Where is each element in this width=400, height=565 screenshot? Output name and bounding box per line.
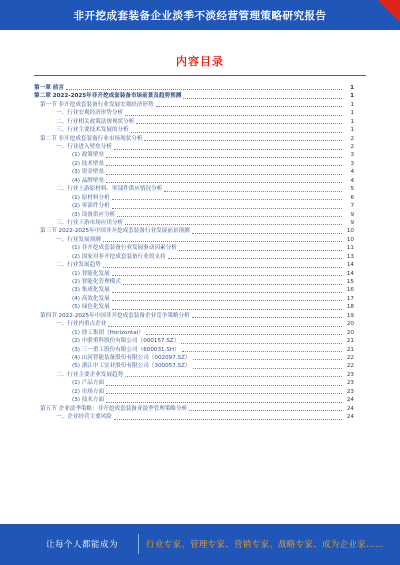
toc-entry-text: (1) 原材料分析 bbox=[72, 194, 110, 201]
toc-leader-dots bbox=[179, 250, 342, 251]
toc-leader-dots bbox=[106, 393, 342, 394]
toc-entry-text: 二、行业发展趋势 bbox=[56, 262, 101, 269]
toc-leader-dots bbox=[123, 284, 342, 285]
toc-page-number: 1 bbox=[350, 127, 354, 134]
toc-entry[interactable] bbox=[34, 270, 354, 278]
toc-leader-dots bbox=[106, 157, 342, 158]
toc-page-number: 20 bbox=[346, 329, 354, 336]
toc-entry[interactable] bbox=[34, 143, 354, 151]
toc-entry-text: (3) 设备供应分析 bbox=[72, 211, 116, 218]
toc-page-number: 7 bbox=[350, 203, 354, 210]
toc-entry[interactable] bbox=[34, 126, 354, 134]
toc-entry-text: (2) 零部件分析 bbox=[72, 203, 110, 210]
toc-entry[interactable] bbox=[34, 253, 354, 261]
toc-entry[interactable] bbox=[34, 278, 354, 286]
toc-entry[interactable] bbox=[34, 379, 354, 387]
toc-leader-dots bbox=[112, 292, 342, 293]
toc-entry-text: 第三节 2022-2025年中国非开挖成套装备行业发展前景预测 bbox=[40, 228, 190, 235]
toc-entry[interactable] bbox=[34, 329, 354, 337]
toc-leader-dots bbox=[168, 258, 342, 259]
page-header bbox=[0, 0, 400, 30]
toc-page-number: 23 bbox=[346, 380, 354, 387]
toc-entry-text: (5) 浙江中工实业股份有限公司（300057.SZ） bbox=[72, 363, 191, 370]
toc-leader-dots bbox=[106, 165, 342, 166]
toc-page-number: 13 bbox=[346, 253, 354, 260]
toc-entry[interactable] bbox=[34, 118, 354, 126]
toc-leader-dots bbox=[192, 233, 342, 234]
toc-leader-dots bbox=[103, 267, 342, 268]
toc-entry[interactable] bbox=[34, 227, 354, 235]
toc-leader-dots bbox=[136, 123, 342, 124]
toc-entry[interactable] bbox=[34, 194, 354, 202]
toc-entry[interactable] bbox=[34, 160, 354, 168]
toc-page-number: 3 bbox=[350, 160, 354, 167]
toc-page-number: 19 bbox=[346, 312, 354, 319]
toc-page-number: 18 bbox=[346, 304, 354, 311]
toc-page-number: 20 bbox=[346, 321, 354, 328]
toc-entry[interactable] bbox=[34, 354, 354, 362]
toc-entry-text: 第一节 非开挖成套装备行业发展宏观经济形势 bbox=[40, 101, 154, 108]
corner-accent bbox=[378, 0, 400, 22]
toc-leader-dots bbox=[125, 224, 342, 225]
toc-leader-dots bbox=[117, 216, 342, 217]
toc-entry-text: (3) 集成化发展 bbox=[72, 287, 110, 294]
toc-entry-text: 一、行业进入壁垒分析 bbox=[56, 144, 112, 151]
toc-page-number: 14 bbox=[346, 270, 354, 277]
toc-entry-text: (3) 三一重工股份有限公司（600031.SH） bbox=[72, 346, 180, 353]
toc-entry[interactable] bbox=[34, 202, 354, 210]
footer-tagline: 行业专家、管理专家、营销专家、战略专家、成为企业家…… bbox=[146, 540, 384, 550]
toc-page-number: 22 bbox=[346, 363, 354, 370]
toc-leader-dots bbox=[182, 351, 342, 352]
toc-title: 内容目录 bbox=[176, 55, 224, 68]
toc-page-number: 16 bbox=[346, 287, 354, 294]
toc-entry-text: 二、行业上游原材料、零部件供应情况分析 bbox=[56, 186, 163, 193]
toc-leader-dots bbox=[66, 89, 342, 90]
table-of-contents bbox=[34, 84, 354, 422]
toc-leader-dots bbox=[112, 199, 342, 200]
toc-page-number: 15 bbox=[346, 279, 354, 286]
toc-entry[interactable] bbox=[34, 337, 354, 345]
toc-entry[interactable] bbox=[34, 236, 354, 244]
toc-leader-dots bbox=[108, 326, 342, 327]
toc-entry-text: 三、行业下游市场应用分析 bbox=[56, 219, 124, 226]
toc-page-number: 23 bbox=[346, 371, 354, 378]
toc-page-number: 9 bbox=[350, 219, 354, 226]
toc-entry-text: 第四节 2022-2025年中国非开挖成套装备企业竞争策略分析 bbox=[40, 312, 190, 319]
toc-page-number: 1 bbox=[350, 84, 354, 91]
toc-page-number: 9 bbox=[350, 211, 354, 218]
toc-entry-text: 一、行业宏观经济形势分析 bbox=[56, 110, 124, 117]
toc-entry[interactable] bbox=[34, 303, 354, 311]
toc-entry-text: (1) 非开挖成套装备行业发展驱动因素分析 bbox=[72, 245, 177, 252]
toc-entry[interactable] bbox=[34, 211, 354, 219]
toc-entry-text: 二、行业相关政策法规现状分析 bbox=[56, 118, 135, 125]
toc-page-number: 1 bbox=[350, 118, 354, 125]
toc-page-number: 14 bbox=[346, 262, 354, 269]
toc-leader-dots bbox=[112, 309, 342, 310]
toc-leader-dots bbox=[193, 359, 342, 360]
toc-entry-text: (1) 政策壁垒 bbox=[72, 152, 105, 159]
toc-entry[interactable] bbox=[34, 362, 354, 370]
toc-page-number: 4 bbox=[350, 169, 354, 176]
toc-entry-text: 三、行业主要技术发展的分析 bbox=[56, 127, 129, 134]
toc-leader-dots bbox=[183, 98, 342, 99]
footer-divider bbox=[138, 534, 139, 554]
toc-leader-dots bbox=[156, 106, 342, 107]
toc-leader-dots bbox=[125, 115, 342, 116]
toc-entry[interactable] bbox=[34, 287, 354, 295]
toc-leader-dots bbox=[106, 385, 342, 386]
toc-leader-dots bbox=[112, 275, 342, 276]
toc-leader-dots bbox=[114, 149, 342, 150]
toc-page-number: 24 bbox=[346, 414, 354, 421]
toc-page-number: 17 bbox=[346, 295, 354, 302]
report-title: 非开挖成套装备企业淡季不淡经营管理策略研究报告 bbox=[73, 10, 327, 22]
toc-page-number: 4 bbox=[350, 177, 354, 184]
toc-page-number: 2 bbox=[350, 144, 354, 151]
toc-page-number: 22 bbox=[346, 354, 354, 361]
toc-entry[interactable] bbox=[34, 101, 354, 109]
toc-entry-text: (2) 市场方面 bbox=[72, 388, 105, 395]
toc-entry[interactable] bbox=[34, 388, 354, 396]
toc-leader-dots bbox=[114, 419, 342, 420]
toc-leader-dots bbox=[193, 368, 342, 369]
toc-entry[interactable] bbox=[34, 244, 354, 252]
toc-leader-dots bbox=[181, 343, 342, 344]
toc-entry[interactable] bbox=[34, 92, 354, 100]
toc-page-number: 2 bbox=[350, 135, 354, 142]
toc-entry-text: 一、企业经营主要风险 bbox=[56, 414, 112, 421]
toc-entry-text: 一、行业发展预测 bbox=[56, 236, 101, 243]
toc-entry-text: (1) 产品方面 bbox=[72, 380, 105, 387]
toc-page-number: 21 bbox=[346, 346, 354, 353]
toc-page-number: 23 bbox=[346, 388, 354, 395]
toc-leader-dots bbox=[106, 174, 342, 175]
toc-leader-dots bbox=[192, 317, 342, 318]
toc-entry[interactable] bbox=[34, 261, 354, 269]
toc-entry[interactable] bbox=[34, 168, 354, 176]
toc-entry-text: (5) 绿色化发展 bbox=[72, 304, 110, 311]
toc-entry-text: (2) 技术壁垒 bbox=[72, 160, 105, 167]
toc-entry[interactable] bbox=[34, 405, 354, 413]
toc-page-number: 6 bbox=[350, 194, 354, 201]
toc-leader-dots bbox=[146, 334, 342, 335]
toc-entry-text: (1) 智能化发展 bbox=[72, 270, 110, 277]
toc-entry[interactable] bbox=[34, 84, 354, 92]
toc-entry[interactable] bbox=[34, 320, 354, 328]
toc-entry-text: (2) 智能化管理模式 bbox=[72, 279, 121, 286]
toc-page-number: 24 bbox=[346, 405, 354, 412]
toc-entry[interactable] bbox=[34, 295, 354, 303]
toc-page-number: 24 bbox=[346, 397, 354, 404]
toc-leader-dots bbox=[189, 410, 342, 411]
toc-leader-dots bbox=[144, 140, 342, 141]
page-footer bbox=[0, 524, 400, 565]
toc-entry-text: 第五节 企业淡季策略：非开挖成套装备业淡季管理策略分析 bbox=[40, 405, 188, 412]
toc-leader-dots bbox=[125, 376, 342, 377]
toc-entry[interactable] bbox=[34, 177, 354, 185]
toc-entry-text: (4) 山河智能装备股份有限公司（002097.SZ） bbox=[72, 354, 191, 361]
toc-entry[interactable] bbox=[34, 185, 354, 193]
toc-divider bbox=[34, 75, 366, 76]
toc-page-number: 11 bbox=[346, 245, 354, 252]
toc-entry-text: (2) 中联重科股份有限公司（000157.SZ） bbox=[72, 338, 180, 345]
toc-entry[interactable] bbox=[34, 396, 354, 404]
toc-entry[interactable] bbox=[34, 371, 354, 379]
toc-entry[interactable] bbox=[34, 135, 354, 143]
toc-leader-dots bbox=[112, 208, 342, 209]
toc-entry-text: (4) 品牌壁垒 bbox=[72, 177, 105, 184]
toc-entry[interactable] bbox=[34, 109, 354, 117]
toc-entry-text: 第一章 前言 bbox=[34, 84, 64, 91]
toc-leader-dots bbox=[164, 191, 342, 192]
toc-leader-dots bbox=[106, 182, 342, 183]
toc-entry[interactable] bbox=[34, 219, 354, 227]
toc-page-number: 1 bbox=[350, 110, 354, 117]
toc-entry-text: (3) 资金壁垒 bbox=[72, 169, 105, 176]
toc-entry-text: 一、行业内重点企业 bbox=[56, 321, 107, 328]
toc-entry[interactable] bbox=[34, 312, 354, 320]
toc-leader-dots bbox=[106, 402, 342, 403]
toc-entry[interactable] bbox=[34, 413, 354, 421]
toc-entry[interactable] bbox=[34, 346, 354, 354]
toc-entry-text: 二、行业主要企业发展趋势 bbox=[56, 371, 124, 378]
toc-page-number: 1 bbox=[350, 93, 354, 100]
toc-page-number: 1 bbox=[350, 101, 354, 108]
toc-entry-text: 第二节 非开挖成套装备行业市场现状分析 bbox=[40, 135, 143, 142]
toc-page-number: 5 bbox=[350, 186, 354, 193]
toc-leader-dots bbox=[103, 241, 342, 242]
toc-entry-text: (1) 徐工集团（Horizontal） bbox=[72, 329, 144, 336]
toc-page-number: 10 bbox=[346, 236, 354, 243]
toc-leader-dots bbox=[131, 132, 342, 133]
toc-entry-text: (2) 国家对非开挖成套装备行业的支持 bbox=[72, 253, 166, 260]
toc-entry[interactable] bbox=[34, 152, 354, 160]
toc-entry-text: 第二章 2022-2025年非开挖成套装备市场前景及趋势预测 bbox=[34, 93, 182, 100]
toc-leader-dots bbox=[112, 300, 342, 301]
toc-entry-text: (3) 技术方面 bbox=[72, 397, 105, 404]
toc-page-number: 21 bbox=[346, 338, 354, 345]
footer-slogan: 让每个人都能成为 bbox=[46, 540, 119, 550]
toc-entry-text: (4) 高效化发展 bbox=[72, 295, 110, 302]
toc-page-number: 3 bbox=[350, 152, 354, 159]
toc-page-number: 10 bbox=[346, 228, 354, 235]
